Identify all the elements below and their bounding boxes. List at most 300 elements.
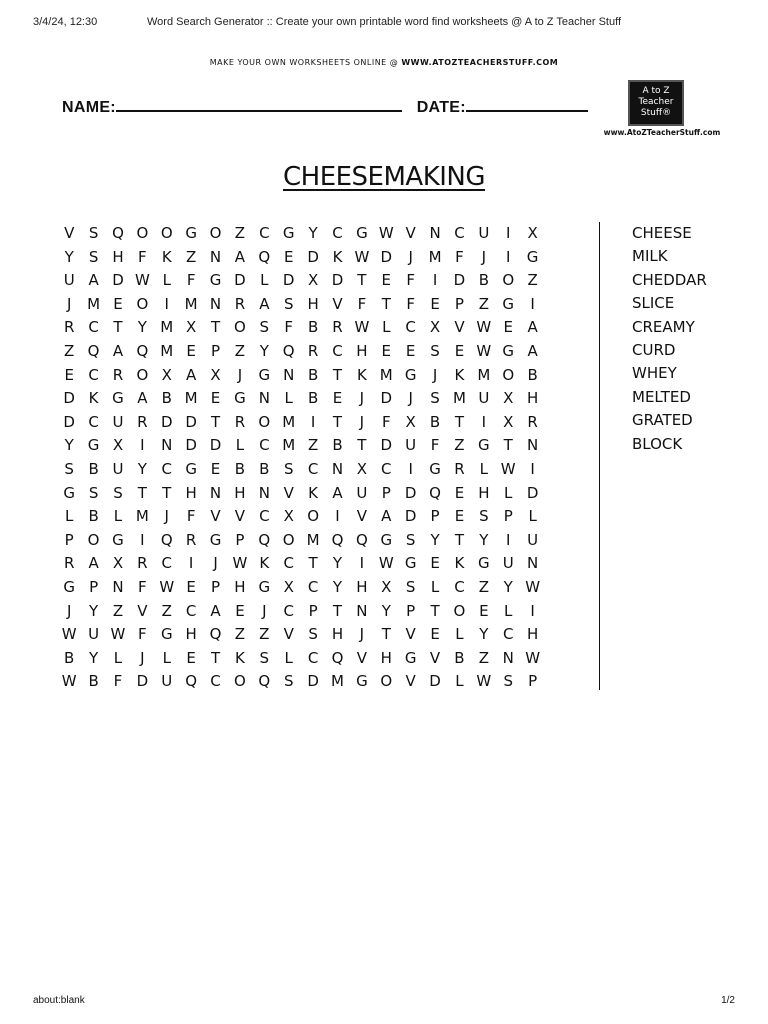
grid-letter: Y: [479, 625, 489, 644]
grid-letter: C: [307, 577, 319, 596]
grid-letter: E: [454, 507, 465, 526]
grid-letter: M: [452, 389, 466, 408]
grid-letter: P: [211, 341, 221, 360]
grid-letter: W: [476, 672, 492, 691]
grid-letter: I: [481, 412, 487, 431]
grid-letter: F: [381, 412, 391, 431]
grid-letter: A: [332, 483, 343, 502]
grid-letter: Y: [89, 601, 99, 620]
grid-letter: U: [405, 436, 417, 455]
grid-letter: D: [136, 672, 149, 691]
word-list-item: CREAMY: [632, 317, 695, 336]
grid-letter: S: [88, 224, 99, 242]
grid-letter: T: [357, 436, 367, 455]
grid-letter: N: [356, 601, 368, 620]
grid-letter: N: [527, 436, 539, 455]
grid-letter: P: [64, 530, 74, 549]
atoz-logo: [628, 80, 684, 126]
grid-letter: W: [378, 224, 394, 242]
grid-letter: J: [408, 389, 413, 408]
grid-letter: G: [185, 224, 197, 242]
grid-letter: S: [64, 459, 74, 478]
promo-text: MAKE YOUR OWN WORKSHEETS ONLINE @: [209, 58, 402, 67]
grid-letter: V: [332, 294, 343, 313]
grid-letter: K: [259, 554, 270, 573]
grid-letter: Y: [64, 436, 74, 455]
word-list-item: BLOCK: [632, 434, 683, 453]
grid-letter: V: [234, 507, 246, 526]
grid-letter: Y: [381, 601, 391, 620]
grid-letter: A: [210, 601, 221, 620]
grid-letter: W: [500, 459, 516, 478]
grid-letter: A: [259, 294, 270, 313]
grid-letter: F: [455, 247, 464, 266]
grid-letter: K: [454, 365, 465, 384]
grid-letter: F: [284, 318, 294, 337]
grid-letter: Q: [258, 247, 271, 266]
grid-letter: V: [283, 625, 294, 644]
promo-site: WWW.ATOZTEACHERSTUFF.COM: [401, 58, 559, 67]
grid-letter: Y: [259, 341, 269, 360]
grid-letter: B: [527, 365, 538, 384]
date-label: DATE:: [416, 99, 466, 116]
grid-letter: L: [455, 672, 464, 691]
grid-letter: G: [380, 530, 393, 549]
grid-letter: W: [525, 577, 541, 596]
grid-letter: C: [88, 412, 99, 431]
grid-letter: B: [88, 459, 99, 478]
name-blank-line: [116, 96, 402, 112]
grid-letter: G: [209, 530, 222, 549]
grid-letter: U: [356, 483, 368, 502]
grid-letter: I: [506, 224, 511, 242]
grid-letter: H: [234, 483, 246, 502]
grid-letter: S: [405, 530, 416, 549]
grid-letter: N: [258, 483, 270, 502]
grid-letter: Q: [258, 672, 271, 691]
grid-row: [57, 670, 545, 694]
grid-letter: A: [527, 318, 538, 337]
grid-letter: D: [331, 271, 344, 290]
grid-letter: R: [63, 318, 75, 337]
grid-letter: Y: [332, 554, 343, 573]
grid-letter: F: [430, 436, 440, 455]
grid-letter: C: [502, 625, 514, 644]
grid-letter: G: [526, 247, 539, 266]
logo-line: A to Z: [642, 86, 670, 96]
grid-letter: T: [137, 483, 147, 502]
grid-letter: I: [310, 412, 316, 431]
grid-letter: V: [356, 507, 368, 526]
grid-letter: V: [405, 224, 416, 242]
grid-letter: N: [429, 224, 441, 242]
grid-letter: G: [63, 483, 75, 502]
grid-letter: U: [112, 412, 124, 431]
grid-letter: S: [308, 625, 318, 644]
grid-letter: P: [430, 507, 440, 526]
grid-letter: Q: [429, 483, 441, 502]
grid-letter: M: [477, 365, 491, 384]
grid-letter: X: [381, 577, 392, 596]
grid-letter: X: [307, 271, 319, 290]
grid-letter: G: [258, 577, 271, 596]
grid-letter: C: [259, 436, 270, 455]
grid-letter: C: [259, 224, 270, 242]
grid-letter: D: [380, 389, 393, 408]
grid-letter: I: [188, 554, 194, 573]
grid-letter: N: [209, 247, 222, 266]
grid-letter: W: [354, 247, 370, 266]
grid-letter: L: [65, 507, 74, 526]
grid-letter: O: [502, 271, 515, 290]
grid-letter: O: [209, 224, 222, 242]
grid-letter: D: [160, 412, 173, 431]
grid-letter: L: [260, 271, 269, 290]
grid-letter: C: [88, 365, 99, 384]
word-list-item: WHEY: [632, 364, 677, 383]
grid-letter: Z: [527, 271, 538, 290]
grid-row: [57, 269, 545, 293]
grid-letter: H: [185, 483, 197, 502]
grid-letter: H: [526, 625, 539, 644]
grid-letter: J: [66, 294, 72, 313]
grid-letter: S: [283, 294, 294, 313]
grid-letter: I: [408, 459, 413, 478]
grid-row: [57, 458, 545, 482]
grid-letter: F: [138, 577, 147, 596]
grid-letter: T: [210, 648, 221, 667]
grid-letter: J: [164, 507, 169, 526]
grid-letter: L: [479, 459, 489, 478]
grid-letter: M: [428, 247, 442, 266]
grid-letter: T: [332, 365, 343, 384]
grid-letter: D: [404, 507, 417, 526]
grid-letter: L: [162, 648, 171, 667]
grid-letter: X: [186, 318, 197, 337]
grid-letter: H: [331, 625, 344, 644]
page-number: 1/2: [721, 995, 735, 1006]
grid-letter: H: [478, 483, 490, 502]
word-list-item: SLICE: [632, 294, 675, 313]
grid-row: [57, 340, 545, 364]
grid-letter: S: [430, 389, 440, 408]
grid-letter: K: [235, 648, 245, 667]
grid-letter: J: [408, 247, 413, 266]
grid-letter: R: [63, 554, 75, 573]
print-url: about:blank: [33, 995, 85, 1006]
grid-letter: S: [405, 577, 416, 596]
grid-letter: Z: [161, 601, 172, 620]
grid-letter: T: [430, 601, 440, 620]
logo-line: Teacher: [638, 97, 674, 107]
grid-letter: Y: [89, 648, 99, 667]
grid-letter: G: [404, 365, 417, 384]
grid-letter: C: [185, 601, 197, 620]
grid-letter: B: [478, 271, 489, 290]
grid-letter: O: [87, 530, 100, 549]
grid-letter: Z: [307, 436, 319, 455]
grid-letter: H: [307, 294, 319, 313]
grid-letter: W: [476, 341, 492, 360]
grid-letter: U: [478, 389, 490, 408]
grid-letter: Z: [64, 341, 75, 360]
grid-letter: I: [140, 530, 145, 549]
grid-letter: O: [282, 530, 295, 549]
grid-letter: I: [506, 530, 511, 549]
grid-letter: U: [478, 224, 490, 242]
grid-letter: C: [454, 224, 465, 242]
grid-letter: J: [140, 648, 145, 667]
grid-letter: F: [186, 271, 196, 290]
grid-letter: N: [331, 459, 344, 478]
grid-letter: C: [332, 224, 343, 242]
grid-letter: V: [429, 648, 441, 667]
grid-letter: U: [112, 459, 124, 478]
grid-letter: C: [283, 554, 294, 573]
grid-letter: E: [113, 294, 123, 313]
grid-letter: B: [454, 648, 465, 667]
grid-letter: O: [234, 318, 246, 337]
grid-letter: Z: [186, 247, 197, 266]
grid-letter: C: [161, 459, 172, 478]
grid-letter: G: [502, 294, 515, 313]
grid-letter: W: [61, 672, 77, 691]
name-label: NAME:: [62, 99, 116, 116]
grid-letter: G: [356, 672, 368, 691]
grid-letter: L: [455, 625, 464, 644]
grid-letter: L: [113, 648, 123, 667]
grid-letter: X: [112, 554, 124, 573]
grid-letter: E: [210, 389, 221, 408]
grid-letter: O: [136, 365, 149, 384]
grid-divider: [599, 222, 600, 690]
grid-letter: P: [454, 294, 464, 313]
grid-letter: L: [284, 389, 293, 408]
grid-letter: G: [185, 459, 197, 478]
grid-letter: D: [282, 271, 295, 290]
grid-letter: L: [504, 601, 513, 620]
grid-letter: J: [262, 601, 267, 620]
grid-letter: B: [307, 318, 319, 337]
grid-letter: W: [134, 271, 150, 290]
grid-letter: B: [161, 389, 172, 408]
grid-letter: C: [307, 648, 319, 667]
grid-row: [57, 600, 545, 624]
grid-letter: G: [234, 389, 246, 408]
grid-letter: W: [110, 625, 126, 644]
grid-letter: L: [430, 577, 440, 596]
grid-row: [57, 411, 545, 435]
grid-letter: F: [138, 625, 147, 644]
grid-letter: Q: [209, 625, 222, 644]
grid-letter: K: [332, 247, 343, 266]
grid-letter: H: [526, 389, 539, 408]
grid-row: [57, 434, 545, 458]
grid-letter: E: [186, 341, 196, 360]
grid-letter: Y: [332, 577, 343, 596]
grid-letter: U: [527, 530, 539, 549]
grid-letter: R: [137, 554, 148, 573]
grid-letter: R: [527, 412, 538, 431]
grid-letter: K: [88, 389, 99, 408]
grid-letter: T: [162, 483, 172, 502]
grid-letter: I: [359, 554, 365, 573]
grid-row: [57, 482, 545, 506]
grid-letter: B: [332, 436, 343, 455]
grid-letter: J: [481, 247, 487, 266]
grid-letter: P: [503, 507, 513, 526]
grid-letter: F: [186, 507, 196, 526]
word-list-item: MELTED: [632, 387, 691, 406]
grid-letter: G: [404, 648, 417, 667]
grid-letter: Z: [112, 601, 124, 620]
grid-letter: E: [186, 648, 196, 667]
grid-letter: Z: [454, 436, 465, 455]
grid-letter: U: [88, 625, 100, 644]
grid-letter: G: [209, 271, 222, 290]
grid-letter: B: [88, 507, 99, 526]
grid-row: [57, 505, 545, 529]
grid-letter: A: [186, 365, 197, 384]
grid-letter: Z: [234, 625, 246, 644]
grid-letter: W: [525, 648, 541, 667]
grid-letter: D: [185, 412, 197, 431]
grid-letter: O: [136, 294, 149, 313]
grid-letter: M: [135, 507, 149, 526]
grid-letter: J: [237, 365, 243, 384]
grid-letter: T: [332, 601, 343, 620]
grid-letter: D: [453, 271, 466, 290]
grid-letter: X: [112, 436, 124, 455]
grid-letter: A: [137, 389, 148, 408]
grid-letter: S: [283, 459, 294, 478]
grid-letter: E: [381, 341, 392, 360]
grid-letter: W: [159, 577, 175, 596]
grid-letter: D: [429, 672, 441, 691]
grid-letter: B: [307, 389, 319, 408]
grid-letter: A: [234, 247, 246, 266]
grid-letter: L: [504, 483, 513, 502]
grid-letter: T: [210, 318, 221, 337]
grid-letter: M: [184, 389, 198, 408]
grid-letter: D: [112, 271, 124, 290]
grid-letter: E: [332, 389, 343, 408]
grid-row: [57, 246, 545, 270]
grid-letter: E: [381, 271, 392, 290]
grid-letter: S: [479, 507, 489, 526]
grid-letter: Q: [160, 530, 173, 549]
grid-letter: R: [307, 341, 319, 360]
grid-letter: W: [476, 318, 492, 337]
grid-letter: W: [232, 554, 248, 573]
grid-letter: Y: [503, 577, 513, 596]
word-list-item: CURD: [632, 341, 676, 360]
grid-letter: M: [160, 318, 174, 337]
grid-letter: O: [380, 672, 393, 691]
grid-letter: E: [479, 601, 489, 620]
grid-row: [57, 293, 545, 317]
grid-letter: H: [234, 577, 246, 596]
grid-letter: S: [283, 672, 294, 691]
grid-letter: E: [454, 341, 465, 360]
grid-letter: X: [356, 459, 368, 478]
grid-letter: R: [137, 412, 148, 431]
grid-letter: H: [356, 577, 368, 596]
grid-letter: D: [63, 389, 75, 408]
grid-letter: A: [88, 554, 99, 573]
name-date-row: [62, 96, 588, 117]
grid-letter: M: [331, 672, 344, 691]
grid-letter: B: [88, 672, 99, 691]
grid-letter: L: [235, 436, 245, 455]
grid-letter: L: [162, 271, 171, 290]
grid-letter: V: [405, 672, 416, 691]
grid-letter: R: [234, 412, 246, 431]
grid-letter: Q: [282, 341, 295, 360]
grid-letter: S: [503, 672, 513, 691]
grid-letter: L: [284, 648, 293, 667]
grid-letter: B: [64, 648, 75, 667]
grid-letter: Q: [185, 672, 198, 691]
grid-letter: T: [308, 554, 318, 573]
grid-letter: T: [381, 625, 391, 644]
grid-letter: N: [527, 554, 539, 573]
grid-letter: Y: [137, 459, 147, 478]
grid-row: [57, 576, 545, 600]
grid-letter: K: [356, 365, 367, 384]
grid-letter: V: [283, 483, 294, 502]
grid-letter: N: [161, 436, 173, 455]
grid-letter: M: [184, 294, 198, 313]
grid-letter: R: [454, 459, 465, 478]
grid-letter: D: [185, 436, 197, 455]
grid-letter: F: [113, 672, 123, 691]
grid-letter: D: [209, 436, 222, 455]
grid-letter: E: [454, 483, 465, 502]
grid-letter: O: [234, 672, 246, 691]
grid-letter: S: [430, 341, 440, 360]
grid-letter: E: [64, 365, 74, 384]
grid-letter: T: [210, 412, 221, 431]
grid-letter: D: [526, 483, 539, 502]
grid-letter: U: [63, 271, 75, 290]
grid-letter: G: [282, 224, 295, 242]
grid-letter: A: [527, 341, 538, 360]
grid-letter: E: [430, 625, 440, 644]
grid-letter: E: [405, 341, 416, 360]
grid-letter: G: [356, 224, 368, 242]
grid-letter: C: [283, 601, 294, 620]
grid-letter: E: [503, 318, 513, 337]
grid-letter: V: [137, 601, 148, 620]
grid-letter: E: [283, 247, 294, 266]
grid-letter: I: [530, 459, 535, 478]
grid-letter: P: [381, 483, 391, 502]
grid-letter: J: [213, 554, 218, 573]
grid-letter: D: [380, 436, 393, 455]
grid-letter: Y: [430, 530, 440, 549]
grid-letter: I: [335, 507, 340, 526]
grid-letter: E: [210, 459, 221, 478]
grid-letter: B: [429, 412, 441, 431]
grid-letter: E: [430, 554, 440, 573]
grid-letter: X: [503, 389, 514, 408]
grid-letter: Q: [258, 530, 271, 549]
grid-letter: D: [404, 483, 417, 502]
grid-row: [57, 647, 545, 671]
grid-letter: T: [454, 530, 465, 549]
grid-letter: Q: [136, 341, 149, 360]
